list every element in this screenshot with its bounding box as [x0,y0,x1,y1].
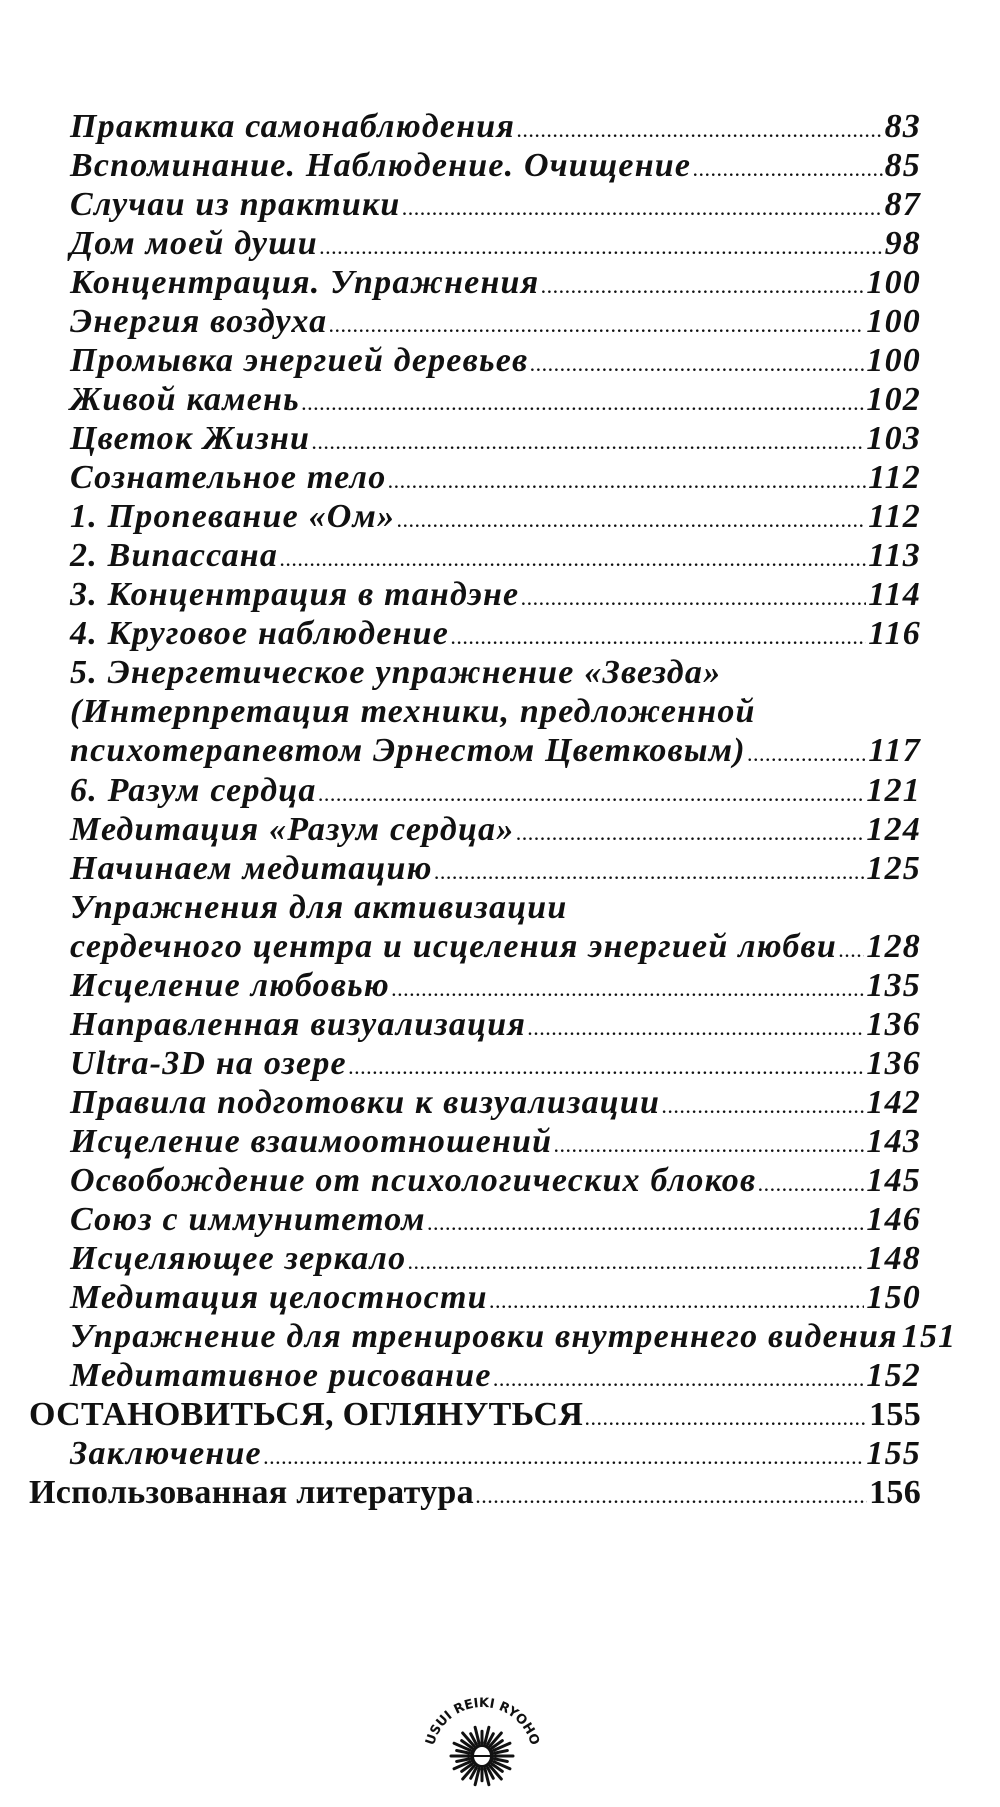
toc-entry-title: Сознательное тело [70,459,387,497]
toc-page-number: 112 [868,459,921,497]
toc-page-number: 150 [866,1278,921,1316]
toc-entry[interactable] [70,1200,921,1239]
toc-page-number: 100 [866,264,921,302]
toc-page-number: 113 [868,537,921,575]
sun-ray [457,1751,470,1754]
toc-entry[interactable] [70,146,921,185]
toc-entry-title: Исцеление взаимоотношений [70,1122,553,1160]
toc-entry[interactable] [70,341,921,380]
toc-page-number: 155 [866,1435,921,1473]
toc-entry-title: Заключение [70,1435,262,1473]
toc-entry[interactable] [70,1083,921,1122]
toc-entry[interactable] [29,1473,921,1512]
usui-reiki-ryoho-logo [415,1688,550,1788]
toc-page-number: 152 [866,1356,921,1394]
toc-page-number: 83 [884,108,921,145]
toc-page-number: 136 [866,1044,921,1082]
toc-entry-title: Упражнение для тренировки внутреннего видения [70,1317,898,1355]
toc-entry[interactable] [70,1005,921,1044]
toc-page-number: 148 [866,1239,921,1277]
toc-entry-title: (Интерпретация техники, предложенной [70,693,756,731]
sun-ray [495,1759,508,1762]
toc-page-number: 125 [866,849,921,887]
toc-entry[interactable] [70,419,921,458]
toc-page-number: 98 [884,225,921,263]
toc-entry-title: 3. Концентрация в тандэне [70,576,520,614]
toc-page-number: 155 [869,1395,921,1433]
dot-leader [476,1479,867,1518]
toc-entry-title: Живой камень [70,381,300,419]
toc-entry-title: Промывка энергией деревьев [70,342,529,380]
toc-page-number: 114 [868,576,921,614]
toc-page-number: 121 [866,771,921,809]
toc-entry[interactable] [70,810,921,849]
toc-entry-continued[interactable] [70,888,921,927]
toc-entry-title: Использованная литература [29,1474,474,1512]
toc-entry[interactable] [70,771,921,810]
toc-entry-title: 1. Пропевание «Ом» [70,498,396,536]
toc-entry-continued[interactable] [70,653,921,692]
toc-entry-title: Исцеляющее зеркало [70,1239,407,1277]
toc-entry-title: Освобождение от психологических блоков [70,1161,757,1199]
toc-page-number: 112 [868,498,921,536]
toc-entry[interactable] [29,1395,921,1434]
toc-entry-title: ОСТАНОВИТЬСЯ, ОГЛЯНУТЬСЯ [29,1395,584,1433]
toc-entry[interactable] [70,575,921,614]
toc-entry[interactable] [70,185,921,224]
toc-entry[interactable] [70,536,921,575]
toc-entry[interactable] [70,1122,921,1161]
toc-page-number: 103 [866,420,921,458]
toc-entry-title: 5. Энергетическое упражнение «Звезда» [70,654,722,692]
toc-entry-title: Медитация целостности [70,1278,488,1316]
toc-entry-title: Союз с иммунитетом [70,1200,426,1238]
toc-entry-title: Концентрация. Упражнения [70,264,540,302]
toc-entry-title: Практика самонаблюдения [70,108,516,145]
toc-page-number: 143 [866,1122,921,1160]
toc-page-number: 100 [866,303,921,341]
toc-entry[interactable] [70,1278,921,1317]
toc-entry-title: Вспоминание. Наблюдение. Очищение [70,147,692,185]
toc-entry[interactable] [70,380,921,419]
svg-text:USUI REIKI RYOHO: USUI REIKI RYOHO [423,1695,542,1748]
toc-page-number: 102 [866,381,921,419]
toc-entry-title: Направленная визуализация [70,1005,527,1043]
toc-entry[interactable] [70,1161,921,1200]
toc-entry[interactable] [70,1434,921,1473]
toc-entry[interactable] [70,966,921,1005]
sun-ray [495,1751,508,1754]
toc-entry-title: Упражнения для активизации [70,888,568,926]
toc-entry-title: 4. Круговое наблюдение [70,615,450,653]
toc-page-number: 100 [866,342,921,380]
toc-entry[interactable] [70,1239,921,1278]
toc-page-number: 124 [866,810,921,848]
toc-entry-title: психотерапевтом Эрнестом Цветковым) [70,732,746,770]
toc-entry-title: Цветок Жизни [70,420,311,458]
sun-ray [457,1759,470,1762]
toc-entry-title: 6. Разум сердца [70,771,317,809]
toc-entry[interactable] [70,731,921,770]
toc-page-number: 117 [868,732,921,770]
toc-entry-title: Дом моей души [70,225,318,263]
toc-page-number: 146 [866,1200,921,1238]
toc-entry-title: Правила подготовки к визуализации [70,1083,661,1121]
toc-entry[interactable] [70,614,921,653]
toc-page-number: 87 [884,186,921,224]
toc-page-number: 145 [866,1161,921,1199]
toc-entry-title: Ultra-3D на озере [70,1044,347,1082]
toc-page-number: 136 [866,1005,921,1043]
toc-page-number: 142 [866,1083,921,1121]
toc-entry-title: Медитация «Разум сердца» [70,810,515,848]
toc-entry[interactable] [70,458,921,497]
toc-page-number: 85 [884,147,921,185]
toc-entry[interactable] [70,1044,921,1083]
toc-entry[interactable] [70,263,921,302]
toc-entry-title: Начинаем медитацию [70,849,433,887]
toc-entry[interactable] [70,1356,921,1395]
toc-page-number: 151 [901,1317,957,1355]
toc-entry-title: 2. Випассана [70,537,279,575]
toc-entry-title: Исцеление любовью [70,966,390,1004]
toc-page-number: 135 [866,966,921,1004]
toc-page-number: 156 [869,1474,921,1512]
toc-entry[interactable] [70,302,921,341]
toc-entry-title: Медитативное рисование [70,1356,492,1394]
toc-page-number: 128 [866,927,921,965]
toc-entry-continued[interactable] [70,692,921,731]
toc-page-number: 116 [868,615,921,653]
toc-entry[interactable] [70,107,921,146]
toc-entry-title: сердечного центра и исцеления энергией любви [70,927,838,965]
toc-entry[interactable] [70,849,921,888]
toc-entry[interactable] [70,224,921,263]
toc-entry[interactable] [70,927,921,966]
toc-entry[interactable] [70,497,921,536]
toc-entry-title: Случаи из практики [70,186,401,224]
toc-entry[interactable] [70,1317,957,1356]
toc-entry-title: Энергия воздуха [70,303,328,341]
